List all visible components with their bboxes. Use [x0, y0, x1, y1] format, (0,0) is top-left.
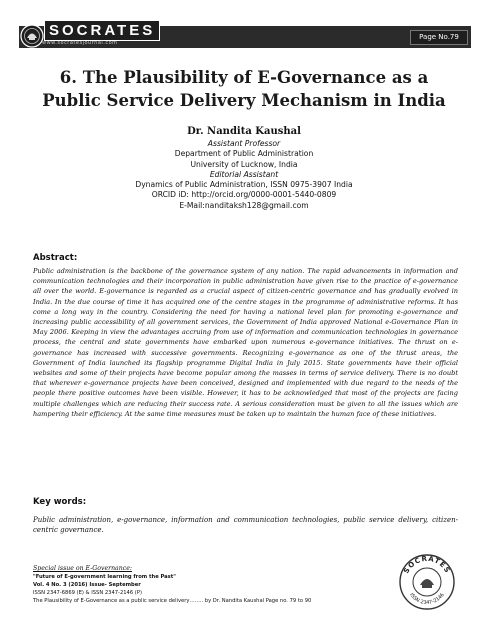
logo-wordmark: SOCRATES: [44, 20, 160, 41]
footer-issue-title: "Future of E-government learning from the Past": [33, 574, 176, 580]
footer: [33, 564, 393, 605]
author-university: University of Lucknow, India: [190, 159, 298, 169]
page-number-badge: Page No.79: [410, 30, 468, 45]
svg-text:ISSN 2347-2146: ISSN 2347-2146: [408, 592, 446, 607]
author-block: [90, 125, 398, 211]
footer-issn: ISSN 2347-6869 (E) & ISSN 2347-2146 (P): [33, 590, 142, 596]
paper-title: 6. The Plausibility of E-Governance as a Public Service Delivery Mechanism in India: [42, 68, 446, 110]
author-department: Department of Public Administration: [174, 149, 314, 159]
author-name: Dr. Nandita Kaushal: [187, 126, 301, 137]
footer-special-issue: Special issue on E-Governance:: [33, 565, 132, 572]
author-email: E-Mail:nanditaksh128@gmail.com: [179, 200, 309, 210]
abstract-text: Public administration is the backbone of the governance system of any nation. The rapid advancements in information and communication technologies and their incorporation in public administration have given rise to the practice of e-governance all over the world. E-governance is regarded as a crucial aspect of citizen-centric governance and has gradually evolved in India. In the due course of time it has acquired one of the centre stages in the programme of administrative reforms. It has come a long way in the country. Considering the need for having a national level plan for promoting e-governance and increasing public accessibility of all government services, the Government of India approved National e-Governance Plan in May 2006. Keeping in view the advantages accruing from use of information and communication technologies in governance process, the central and state governments have embarked upon numerous e-governance initiatives. The thrust on e-governance has increased with successive governments. Recognizing e-governance as one of the thrust areas, the Government of India launched its flagship programme Digital India in July 2015. State governments have their official websites and some of their projects have become popular among the masses in terms of service delivery. There is no doubt that wherever e-governance projects have been conceived, designed and implemented with due regard to the needs of the people there positive outcomes have been visible. However, it has to be acknowledged that most of the projects are facing multiple challenges which are reducing their success rate. A serious consideration must be given to all the issues which are hampering their efficiency. At the same time measures must be taken up to maintain the human face of these initiatives.: [33, 267, 458, 418]
keywords-heading: Key words:: [33, 497, 87, 507]
keywords-text: Public administration, e-governance, information and communication technologies, public service delivery, citizen-centric governance.: [33, 516, 458, 535]
author-position: Assistant Professor: [207, 139, 281, 148]
footer-citation: The Plausibility of E-Governance as a public service delivery…….. by Dr. Nandita Kaushal Page no. 79 to 90: [33, 598, 312, 604]
author-orcid: ORCID iD: http://orcid.org/0000-0001-5440-0809: [151, 190, 337, 200]
svg-text:SOCRATES: SOCRATES: [402, 554, 452, 575]
socrates-seal: [398, 553, 456, 611]
author-editorial-role: Editorial Assistant: [209, 169, 279, 179]
logo-subtitle: www.socratesjournal.com: [42, 40, 118, 46]
abstract-heading: Abstract:: [33, 253, 78, 263]
author-journal: Dynamics of Public Administration, ISSN 0975-3907 India: [135, 180, 353, 190]
footer-volume: Vol. 4 No. 3 (2016) Issue- September: [33, 582, 141, 588]
